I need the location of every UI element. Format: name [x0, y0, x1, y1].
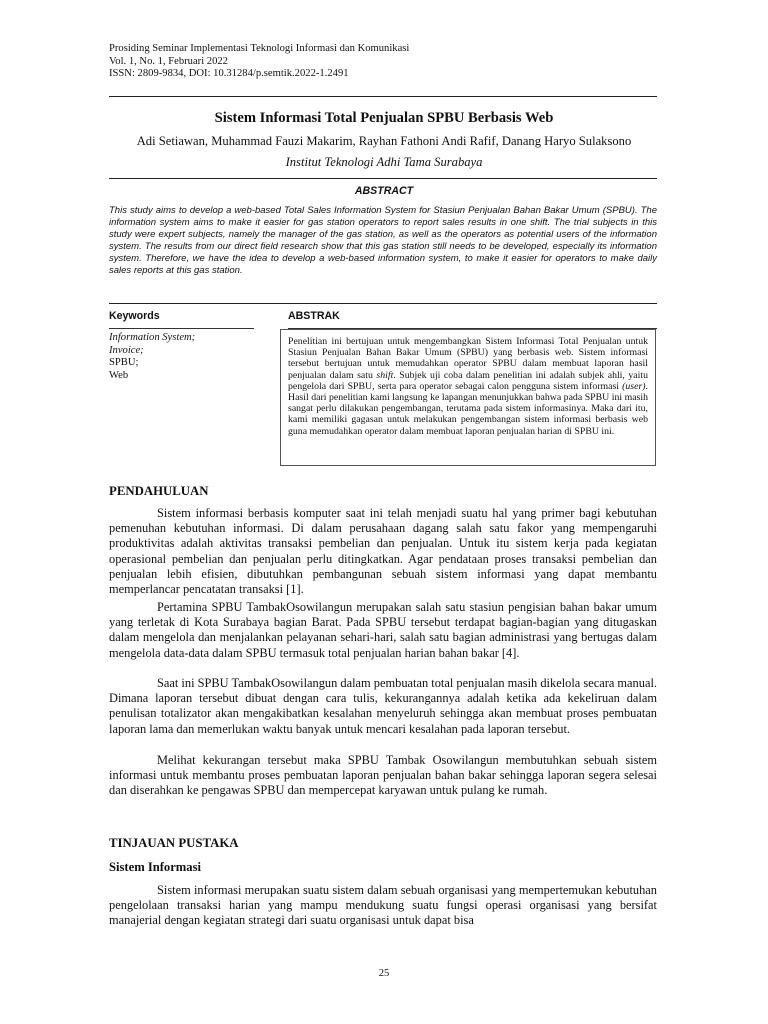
body-paragraph: Sistem informasi berbasis komputer saat ini telah menjadi suatu hal yang primer bagi kebutuhan pemenuhan kebutuhan informasi. Di dalam perusahaan dagang salah satu fakor yang mempengaruhi produktivitas adalah aktivitas transaksi pembelian dan penjualan. Untuk itu sistem kerja pada kegiatan operasional pembelian dan penjualan perlu ditingkatkan. Agar pendataan proses transaksi pembelian dan penjualan lebih efisien, dibutuhkan pembangunan sebuah sistem informasi yang dapat membantu memperlancar pencatatan transaksi [1]. [109, 506, 657, 597]
keyword-item: Web [109, 369, 129, 381]
abstract-heading: ABSTRACT [354, 185, 414, 197]
subsection-heading-sistem-informasi: Sistem Informasi [109, 860, 201, 874]
page-number: 25 [378, 968, 390, 979]
keyword-item: Invoice; [109, 344, 144, 356]
keyword-item: SPBU; [109, 357, 139, 368]
journal-header [109, 43, 409, 81]
abstrak-italic-term: (user) [622, 380, 646, 392]
journal-volume: Vol. 1, No. 1, Februari 2022 [109, 55, 228, 67]
body-paragraph: Sistem informasi merupakan suatu sistem dalam sebuah organisasi yang mempertemukan kebutuhan pengelolaan transaksi harian yang mampu mendukung suatu fungsi operasi organisasi yang bersifat manajerial dengan kegiatan strategi dari suatu organisasi untuk dapat bisa [109, 883, 657, 928]
keywords-list [109, 332, 195, 382]
paper-title: Sistem Informasi Total Penjualan SPBU Berbasis Web [214, 110, 554, 126]
section-heading-tinjauan-pustaka: TINJAUAN PUSTAKA [109, 836, 239, 850]
abstrak-text-part: . Hasil dari penelitian kami langsung ke lapangan menunjukkan bahwa pada SPBU ini masih sangat perlu dilakukan pengembangan, terutama pada sistem informasinya. Maka dari itu, kami memiliki gagasan untuk melakukan pengembangan sistem informasi berbasis web guna memudahkan operator dalam membuat laporan penjualan harian di SPBU ini. [288, 380, 648, 437]
body-paragraph: Melihat kekurangan tersebut maka SPBU Tambak Osowilangun membutuhkan sebuah sistem informasi untuk membantu proses pembuatan laporan penjualan bahan bakar sehingga laporan segera selesai dan diserahkan ke pengawas SPBU dan mempercepat karyawan untuk pulang ke rumah. [109, 753, 657, 798]
abstrak-text-part: . Subjek uji coba dalam penelitian ini adalah subjek ahli, yaitu pengelola dari SPBU, serta para operator sebagai calon pengguna sistem informasi [288, 369, 648, 392]
body-paragraph: Saat ini SPBU TambakOsowilangun dalam pembuatan total penjualan masih dikelola secara manual. Dimana laporan tersebut dibuat dengan cara tulis, kekurangannya adalah ketika ada kekeliruan dalam penulisan totalizator akan mengakibatkan kesalahan menyeluruh sehingga akan membuat proses pembuatan laporan lama dan memerlukan waktu banyak untuk mencari kesalahan pada laporan tersebut. [109, 676, 657, 736]
abstrak-heading: ABSTRAK [288, 310, 340, 322]
abstrak-italic-term: shift [376, 369, 394, 381]
section-heading-pendahuluan: PENDAHULUAN [109, 484, 209, 498]
keywords-rule [109, 328, 254, 329]
journal-issn-doi: ISSN: 2809-9834, DOI: 10.31284/p.semtik.2022-1.2491 [109, 68, 349, 80]
header-rule [109, 96, 657, 97]
body-paragraph: Pertamina SPBU TambakOsowilangun merupakan salah satu stasiun pengisian bahan bakar umum yang terletak di Kota Surabaya bagian Barat. Pada SPBU tersebut terdapat bagian-bagian yang ditugaskan dalam mengelola dan menjalankan pelayanan sehari-hari, salah satu bagian administrasi yang bertugas dalam mengelola data-data dalam SPBU termasuk total penjualan harian bahan bakar [4]. [109, 600, 657, 660]
abstract-bottom-rule [109, 303, 657, 304]
keywords-heading: Keywords [109, 310, 160, 322]
journal-name: Prosiding Seminar Implementasi Teknologi Informasi dan Komunikasi [109, 43, 410, 54]
abstract-top-rule [109, 178, 657, 179]
paper-authors: Adi Setiawan, Muhammad Fauzi Makarim, Rayhan Fathoni Andi Rafif, Danang Haryo Sulaksono [136, 134, 632, 148]
author-institution: Institut Teknologi Adhi Tama Surabaya [285, 155, 483, 169]
keyword-item: Information System; [109, 332, 196, 343]
abstrak-text-part: Penelitian ini bertujuan untuk mengembangkan Sistem Informasi Total Penjualan untuk Stasiun Penjualan Bahan Bakar Umum (SPBU) yang berbasis web. Sistem informasi tersebut bertujuan untuk memudahkan operator SPBU dalam membuat laporan hasil penjualan dalam satu [288, 336, 648, 381]
abstract-text: This study aims to develop a web-based Total Sales Information System for Stasiun Penjualan Bahan Bakar Umum (SPBU). The information system aims to make it easier for gas station operators to report sales results in one shift. The trial subjects in this study were expert subjects, namely the manager of the gas station, as well as the operators as potential users of the information system. The results from our direct field research show that this gas station still needs to be developed, especially its information system. Therefore, we have the idea to develop a web-based information system, to make it easier for operators to make daily sales reports at this gas station. [109, 205, 657, 276]
abstrak-text [288, 336, 648, 437]
